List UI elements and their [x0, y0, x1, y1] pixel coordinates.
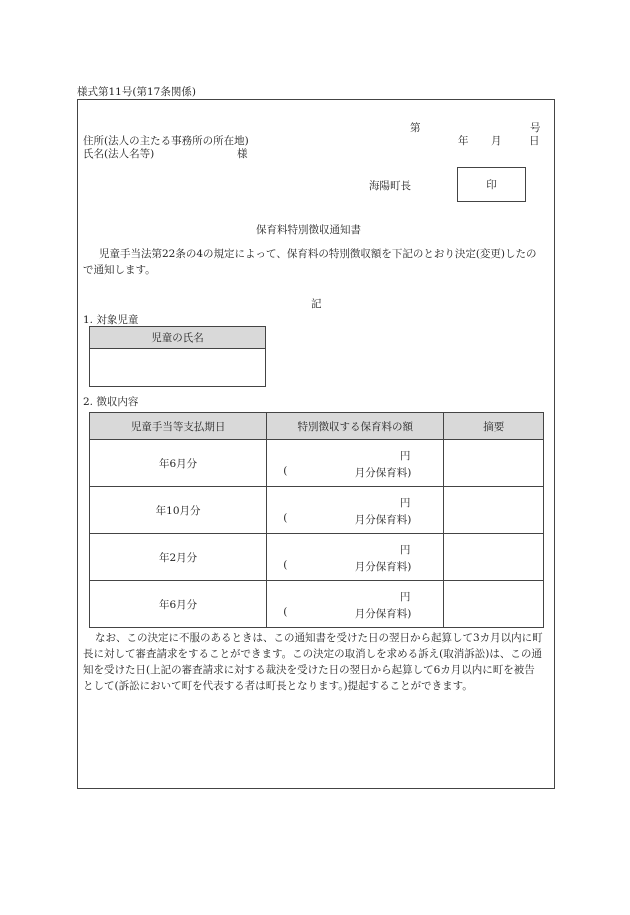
column-header-period: 児童手当等支払期日	[90, 413, 267, 440]
open-paren: (	[283, 606, 288, 618]
amount-cell[interactable]	[267, 534, 444, 581]
date-month: 月	[491, 135, 502, 147]
month-fee-label: 月分保育料)	[354, 608, 412, 620]
document-number-prefix: 第	[410, 122, 421, 134]
period-cell: 年6月分	[90, 581, 267, 628]
open-paren: (	[283, 465, 288, 477]
yen-label: 円	[399, 544, 411, 556]
amount-cell[interactable]	[267, 581, 444, 628]
period-cell: 年6月分	[90, 440, 267, 487]
document-number-suffix: 号	[530, 122, 541, 134]
period-cell: 年10月分	[90, 487, 267, 534]
seal-label: 印	[486, 179, 497, 191]
open-paren: (	[283, 559, 288, 571]
note-cell[interactable]	[444, 440, 544, 487]
amount-cell[interactable]	[267, 487, 444, 534]
ki-label: 記	[311, 298, 322, 310]
address-label: 住所(法人の主たる事務所の所在地)	[83, 135, 249, 147]
month-fee-label: 月分保育料)	[354, 561, 412, 573]
yen-label: 円	[399, 497, 411, 509]
child-table	[89, 326, 266, 387]
open-paren: (	[283, 512, 288, 524]
section1-heading: 1. 対象児童	[83, 314, 139, 326]
table-row	[90, 487, 544, 534]
form-number: 様式第11号(第17条関係)	[77, 86, 196, 98]
note-cell[interactable]	[444, 534, 544, 581]
period-cell: 年2月分	[90, 534, 267, 581]
column-header-note: 摘要	[444, 413, 544, 440]
name-label: 氏名(法人名等)	[83, 148, 155, 160]
yen-label: 円	[399, 450, 411, 462]
notice-paragraph: なお、この決定に不服のあるときは、この通知書を受けた日の翌日から起算して3カ月以内に町長に対して審査請求をすることができます。この決定の取消しを求める訴え(取消訴訟)は、この通知を受けた日(上記の審査請求に対する裁決を受けた日の翌日から起算して6カ月以内に町を被告として(訴訟において町を代表する者は町長となります。)提起することができます。	[83, 632, 543, 692]
date-day: 日	[529, 135, 540, 147]
month-fee-label: 月分保育料)	[354, 514, 412, 526]
month-fee-label: 月分保育料)	[354, 467, 412, 479]
honorific: 様	[237, 148, 248, 160]
seal-box	[457, 167, 526, 202]
mayor-label: 海陽町長	[369, 180, 411, 192]
child-name-header: 児童の氏名	[90, 327, 266, 349]
note-cell[interactable]	[444, 581, 544, 628]
section2-heading: 2. 徴収内容	[83, 396, 139, 408]
collection-table	[89, 412, 544, 628]
yen-label: 円	[399, 591, 411, 603]
amount-cell[interactable]	[267, 440, 444, 487]
table-row	[90, 581, 544, 628]
column-header-amount: 特別徴収する保育料の額	[267, 413, 444, 440]
child-name-cell[interactable]	[90, 349, 266, 387]
intro-paragraph: 児童手当法第22条の4の規定によって、保育料の特別徴収額を下記のとおり決定(変更)したので通知します。	[83, 248, 537, 276]
table-row	[90, 440, 544, 487]
table-row	[90, 534, 544, 581]
document-title: 保育料特別徴収通知書	[256, 224, 361, 236]
note-cell[interactable]	[444, 487, 544, 534]
date-year: 年	[458, 135, 469, 147]
